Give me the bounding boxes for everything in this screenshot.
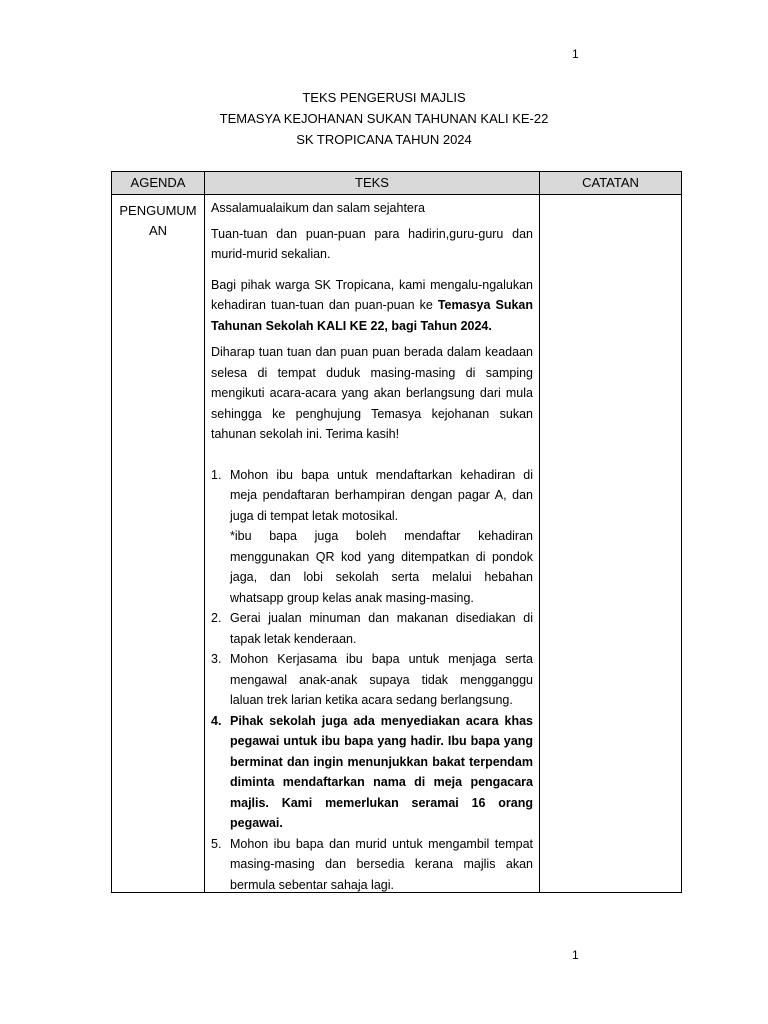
agenda-table [111, 171, 682, 893]
school-year-title: SK TROPICANA TAHUN 2024 [296, 132, 472, 147]
list-number: 2. [211, 611, 222, 625]
list-number: 5. [211, 836, 222, 851]
agenda-label-line1: PENGUMUM [119, 203, 197, 218]
list-item-note: *ibu bapa juga boleh mendaftar kehadiran menggunakan QR kod yang ditempatkan di pondok jaga, dan lobi sekolah serta melalui hebahan whatsapp group kelas anak masing-masing. [230, 529, 533, 605]
seating-paragraph: Diharap tuan tuan dan puan puan berada dalam keadaan selesa di tempat duduk masing-masing di samping mengikuti acara-acara yang akan berlangsung dari mula sehingga ke penghujung Temasya kejohanan sukan tahunan sekolah ini. Terima kasih! [211, 345, 533, 441]
header-agenda: AGENDA [130, 175, 186, 190]
agenda-label-line2: AN [148, 223, 168, 238]
list-item-text: Gerai jualan minuman dan makanan disediakan di tapak letak kenderaan. [230, 611, 533, 646]
teks-cell [211, 198, 533, 895]
welcome-paragraph [211, 275, 533, 337]
header-teks: TEKS [355, 175, 389, 190]
list-item-text: Mohon Kerjasama ibu bapa untuk menjaga serta mengawal anak-anak supaya tidak mengganggu laluan trek larian ketika acara sedang berlangsung. [230, 652, 533, 707]
greeting-text: Assalamualaikum dan salam sejahtera [211, 201, 425, 215]
list-item [211, 649, 533, 711]
announcement-list [211, 465, 533, 896]
document-title: TEKS PENGERUSI MAJLIS [302, 90, 466, 105]
list-number: 1. [211, 467, 222, 482]
column-divider-1 [204, 172, 205, 892]
audience-paragraph: Tuan-tuan dan puan-puan para hadirin,guru-guru dan murid-murid sekalian. [211, 226, 533, 261]
page-number-bottom: 1 [572, 948, 579, 962]
list-item-text: Mohon ibu bapa untuk mendaftarkan kehadiran di meja pendaftaran berhampiran dengan pagar A, dan juga di tempat letak motosikal. [230, 467, 533, 523]
list-item-text: Mohon ibu bapa dan murid untuk mengambil tempat masing-masing dan bersedia kerana majlis akan bermula sebentar sahaja lagi. [230, 836, 533, 892]
list-item-text: Pihak sekolah juga ada menyediakan acara khas pegawai untuk ibu bapa yang hadir. Ibu bapa yang berminat dan ingin menunjukkan bakat terpendam diminta mendaftarkan nama di meja pengacara majlis. Kami memerlukan seramai 16 orang pegawai. [230, 713, 533, 830]
welcome-text: Bagi pihak warga SK Tropicana, kami mengalu-ngalukan kehadiran tuan-tuan dan puan-puan ke [211, 277, 533, 312]
list-number: 3. [211, 652, 222, 666]
column-divider-2 [539, 172, 540, 892]
list-item [211, 465, 533, 609]
list-item [211, 608, 533, 649]
event-name-bold: Temasya Sukan Tahunan Sekolah KALI KE 22, bagi Tahun 2024. [211, 298, 533, 333]
event-title: TEMASYA KEJOHANAN SUKAN TAHUNAN KALI KE-22 [219, 111, 549, 126]
header-catatan: CATATAN [582, 175, 639, 190]
list-number: 4. [211, 713, 222, 728]
list-item [211, 834, 533, 896]
list-item [211, 711, 533, 834]
agenda-cell [112, 201, 204, 241]
table-header-row [112, 172, 681, 195]
page-number-top: 1 [572, 47, 579, 61]
